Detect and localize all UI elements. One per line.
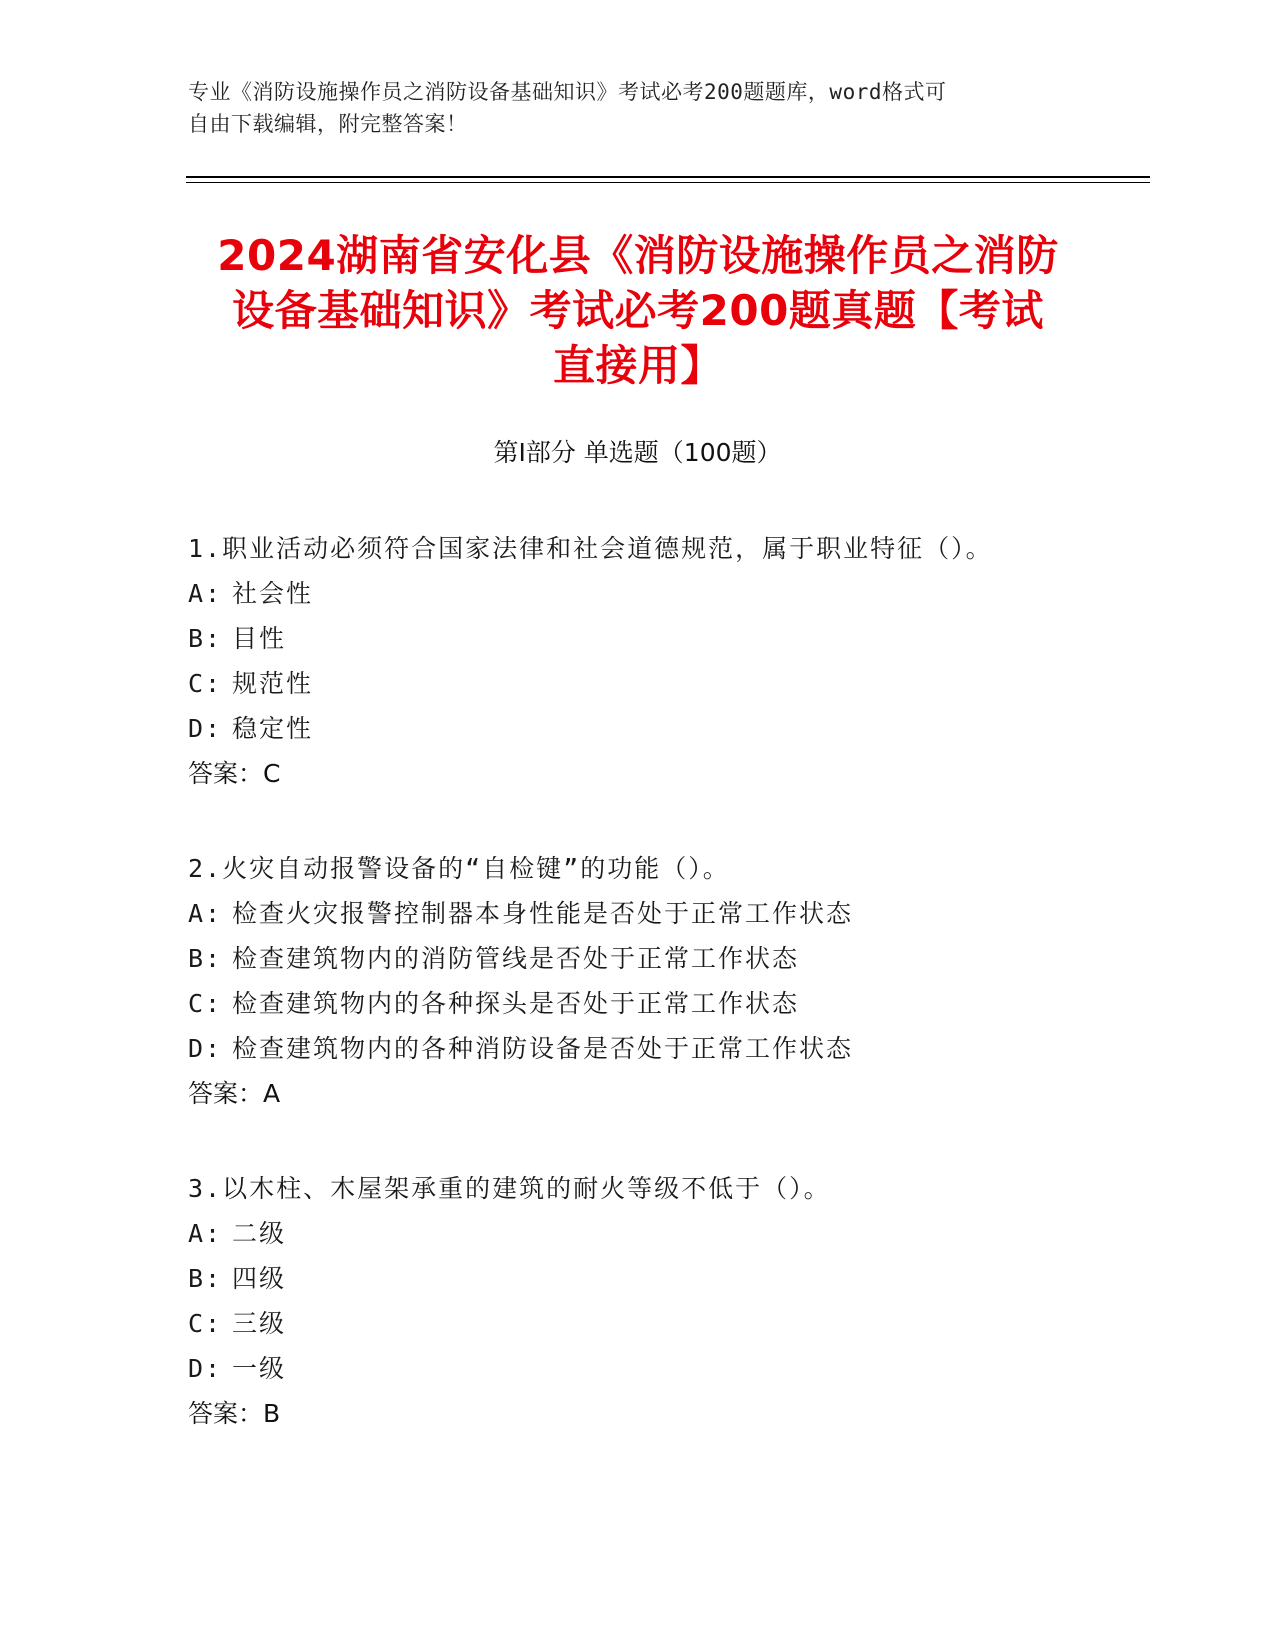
option-c: [188, 1301, 1148, 1346]
option-key: C:: [188, 1309, 223, 1338]
question-stem: 3.以木柱、木屋架承重的建筑的耐火等级不低于（）。: [188, 1174, 831, 1203]
option-text: 检查建筑物内的消防管线是否处于正常工作状态: [232, 944, 800, 973]
option-text: 社会性: [232, 579, 314, 608]
document-title-line: 设备基础知识》考试必考200题真题【考试: [232, 286, 1044, 335]
answer-line: 答案：A: [188, 1079, 281, 1108]
option-c: [188, 981, 1148, 1026]
question-stem: 2.火灾自动报警设备的“自检键”的功能（）。: [188, 854, 730, 883]
question-item: [188, 1166, 1148, 1436]
option-c: [188, 661, 1148, 706]
document-title-line: 2024湖南省安化县《消防设施操作员之消防: [217, 231, 1059, 280]
option-text: 一级: [232, 1354, 287, 1383]
option-b: [188, 1256, 1148, 1301]
option-text: 二级: [232, 1219, 287, 1248]
question-item: [188, 526, 1148, 796]
option-key: C:: [188, 989, 223, 1018]
option-d: [188, 706, 1148, 751]
option-text: 目性: [232, 624, 287, 653]
option-text: 规范性: [232, 669, 314, 698]
option-text: 四级: [232, 1264, 287, 1293]
option-key: B:: [188, 944, 223, 973]
option-text: 检查火灾报警控制器本身性能是否处于正常工作状态: [232, 899, 854, 928]
answer-line: 答案：C: [188, 759, 281, 788]
header-divider: [186, 176, 1150, 178]
option-text: 稳定性: [232, 714, 314, 743]
question-list: [188, 526, 1148, 1486]
header-note-line: 专业《消防设施操作员之消防设备基础知识》考试必考200题题库，word格式可: [188, 80, 947, 104]
option-d: [188, 1026, 1148, 1071]
option-a: [188, 891, 1148, 936]
option-text: 三级: [232, 1309, 287, 1338]
option-b: [188, 616, 1148, 661]
option-a: [188, 1211, 1148, 1256]
header-note-line: 自由下载编辑，附完整答案！: [188, 112, 468, 136]
option-d: [188, 1346, 1148, 1391]
option-text: 检查建筑物内的各种探头是否处于正常工作状态: [232, 989, 800, 1018]
option-key: A:: [188, 899, 223, 928]
option-text: 检查建筑物内的各种消防设备是否处于正常工作状态: [232, 1034, 854, 1063]
option-a: [188, 571, 1148, 616]
option-key: A:: [188, 1219, 223, 1248]
header-divider-thin: [186, 182, 1150, 183]
option-b: [188, 936, 1148, 981]
option-key: B:: [188, 624, 223, 653]
option-key: D:: [188, 1354, 223, 1383]
answer-line: 答案：B: [188, 1399, 281, 1428]
header-note: [188, 76, 1068, 140]
option-key: B:: [188, 1264, 223, 1293]
option-key: D:: [188, 1034, 223, 1063]
section-title: 第Ⅰ部分 单选题（100题）: [493, 438, 782, 467]
option-key: A:: [188, 579, 223, 608]
option-key: D:: [188, 714, 223, 743]
document-title-line: 直接用】: [552, 341, 723, 390]
option-key: C:: [188, 669, 223, 698]
document-title: [190, 228, 1086, 393]
question-item: [188, 846, 1148, 1116]
question-stem: 1.职业活动必须符合国家法律和社会道德规范，属于职业特征（）。: [188, 534, 993, 563]
